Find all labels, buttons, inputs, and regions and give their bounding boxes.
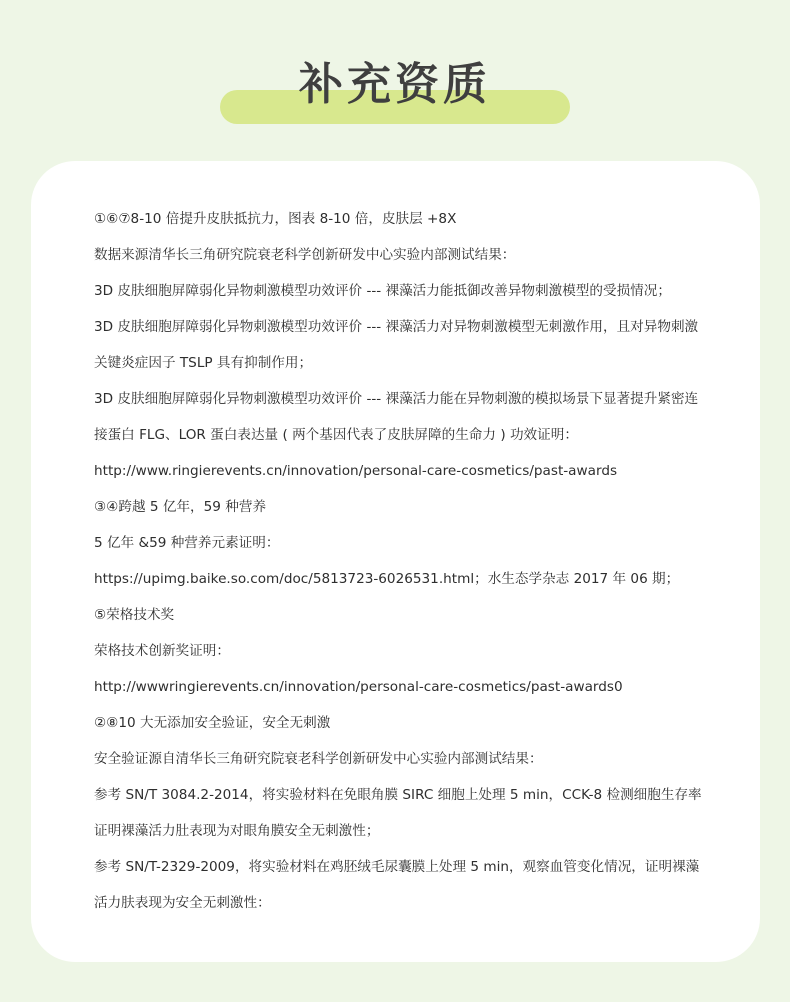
text-line: 活力肤表现为安全无刺激性：: [94, 895, 271, 911]
text-line: 关键炎症因子 TSLP 具有抑制作用；: [94, 355, 313, 371]
page-title: 补充资质: [299, 59, 491, 110]
source-url: http://www.ringierevents.cn/innovation/personal-care-cosmetics/past-awards: [94, 463, 618, 479]
source-url: http://wwwringierevents.cn/innovation/personal-care-cosmetics/past-awards0: [94, 679, 623, 695]
text-line: 证明裸藻活力肚表现为对眼角膜安全无刺激性；: [94, 823, 380, 839]
text-line: 3D 皮肤细胞屏障弱化异物刺激模型功效评价 --- 裸藻活力能在异物刺激的模拟场景下显著提升紧密连: [94, 391, 699, 407]
text-line: 5 亿年 &59 种营养元素证明：: [94, 535, 280, 551]
text-line: 数据来源清华长三角研究院衰老科学创新研发中心实验内部测试结果：: [94, 247, 516, 263]
text-line: 参考 SN/T-2329-2009，将实验材料在鸡胚绒毛尿囊膜上处理 5 min，观察血管变化情况，证明裸藻: [94, 859, 700, 875]
text-line: ①⑥⑦8-10 倍提升皮肤抵抗力，图表 8-10 倍，皮肤层 +8X: [94, 211, 457, 227]
text-line: 荣格技术创新奖证明：: [94, 643, 230, 659]
text-line: 3D 皮肤细胞屏障弱化异物刺激模型功效评价 --- 裸藻活力能抵御改善异物刺激模型的受损情况；: [94, 283, 671, 299]
text-line: 3D 皮肤细胞屏障弱化异物刺激模型功效评价 --- 裸藻活力对异物刺激模型无刺激作用，且对异物刺激: [94, 319, 699, 335]
text-line: 安全验证源自清华长三角研究院衰老科学创新研发中心实验内部测试结果：: [94, 751, 543, 767]
content-card: [31, 161, 760, 962]
text-line: 参考 SN/T 3084.2-2014，将实验材料在免眼角膜 SIRC 细胞上处理 5 min，CCK-8 检测细胞生存率: [94, 787, 702, 803]
title-section: [0, 0, 790, 140]
text-line: ②⑧10 大无添加安全验证，安全无刺激: [94, 715, 331, 731]
text-line: 接蛋白 FLG、LOR 蛋白表达量 ( 两个基因代表了皮肤屏障的生命力 ) 功效证明：: [94, 427, 578, 443]
text-line: ③④跨越 5 亿年，59 种营养: [94, 499, 267, 515]
qualification-text-list: [94, 201, 724, 921]
text-line: ⑤荣格技术奖: [94, 607, 175, 623]
source-url: https://upimg.baike.so.com/doc/5813723-6026531.html；水生态学杂志 2017 年 06 期；: [94, 571, 680, 587]
